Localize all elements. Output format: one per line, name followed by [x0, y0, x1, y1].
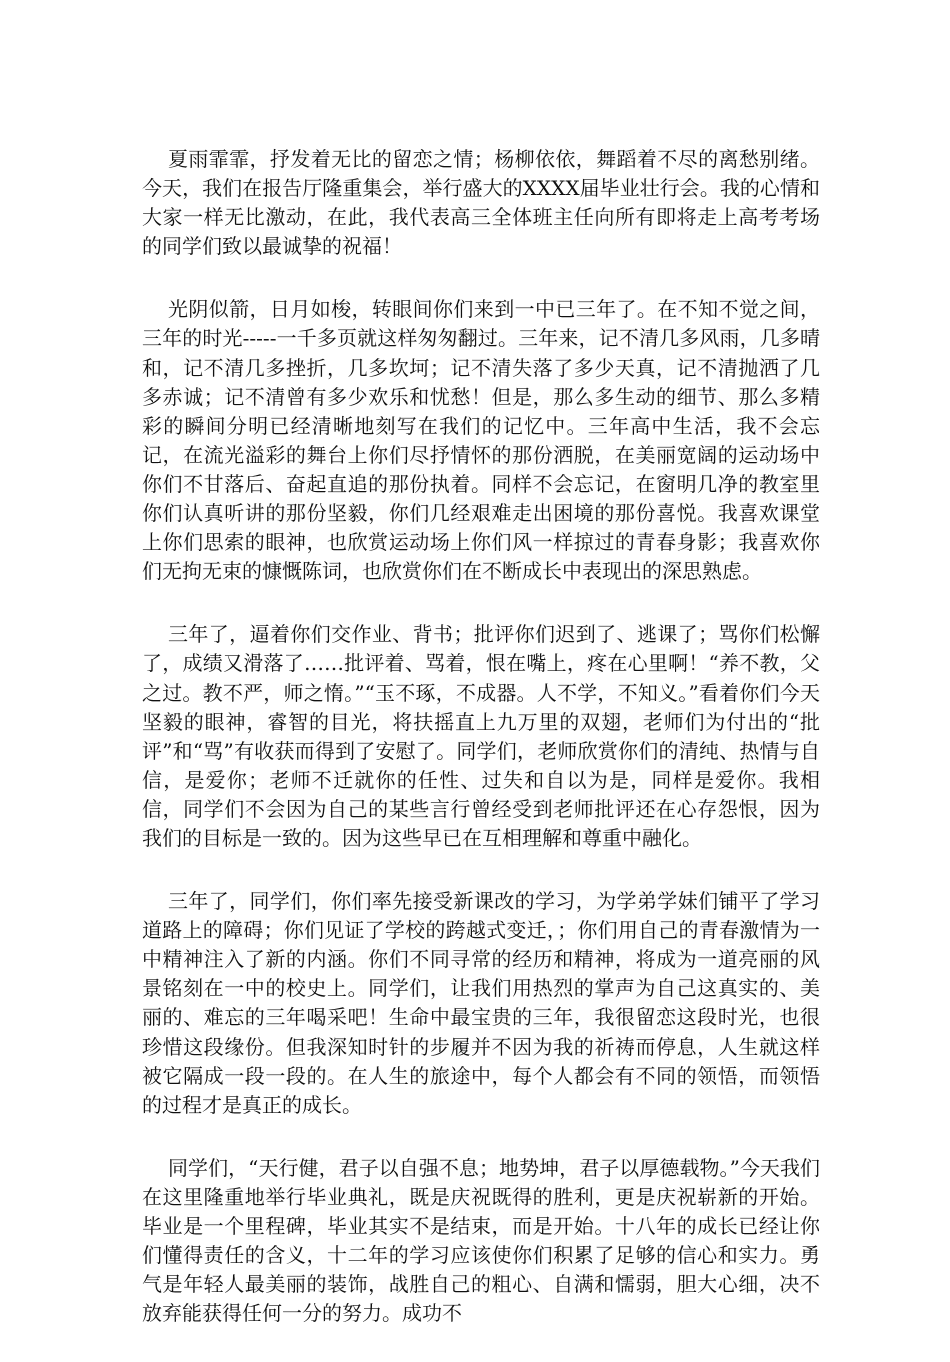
paragraph-1: 夏雨霏霏，抒发着无比的留恋之情；杨柳依依，舞蹈着不尽的离愁别绪。今天，我们在报告厅隆重集会，举行盛大的XXXX届毕业壮行会。我的心情和大家一样无比激动，在此，我代表高三全体班主任向所有即将走上高考考场的同学们致以最诚挚的祝福！ — [142, 147, 820, 259]
document-body — [142, 145, 820, 1362]
paragraph-5: 同学们，“天行健，君子以自强不息；地势坤，君子以厚德载物。”今天我们在这里隆重地举行毕业典礼，既是庆祝既得的胜利，更是庆祝崭新的开始。毕业是一个里程碑，毕业其实不是结束，而是开始。十八年的成长已经让你们懂得责任的含义，十二年的学习应该使你们积累了足够的信心和实力。勇气是年轻人最美丽的装饰，战胜自己的粗心、自满和懦弱，胆大心细，决不放弃能获得任何一分的努力。成功不 — [142, 1155, 820, 1326]
paragraph-3: 三年了，逼着你们交作业、背书；批评你们迟到了、逃课了；骂你们松懈了，成绩又滑落了……批评着、骂着，恨在嘴上，疼在心里啊！“养不教，父之过。教不严，师之惰。”“玉不琢，不成器。人不学，不知义。”看着你们今天坚毅的眼神，睿智的目光，将扶摇直上九万里的双翅，老师们为付出的“批评”和“骂”有收获而得到了安慰了。同学们，老师欣赏你们的清纯、热情与自信，是爱你；老师不迁就你的任性、过失和自以为是，同样是爱你。我相信，同学们不会因为自己的某些言行曾经受到老师批评还在心存怨恨，因为我们的目标是一致的。因为这些早已在互相理解和尊重中融化。 — [142, 622, 820, 850]
paragraph-2: 光阴似箭，日月如梭，转眼间你们来到一中已三年了。在不知不觉之间，三年的时光-----一千多页就这样匆匆翻过。三年来，记不清几多风雨，几多晴和，记不清几多挫折，几多坎坷；记不清失落了多少天真，记不清抛洒了几多赤诚；记不清曾有多少欢乐和忧愁！但是，那么多生动的细节、那么多精彩的瞬间分明已经清晰地刻写在我们的记忆中。三年高中生活，我不会忘记，在流光溢彩的舞台上你们尽抒情怀的那份洒脱，在美丽宽阔的运动场中你们不甘落后、奋起直追的那份执着。同样不会忘记，在窗明几净的教室里你们认真听讲的那份坚毅，你们几经艰难走出困境的那份喜悦。我喜欢课堂上你们思索的眼神，也欣赏运动场上你们风一样掠过的青春身影；我喜欢你们无拘无束的慷慨陈词，也欣赏你们在不断成长中表现出的深思熟虑。 — [142, 297, 820, 584]
paragraph-4: 三年了，同学们，你们率先接受新课改的学习，为学弟学妹们铺平了学习道路上的障碍；你们见证了学校的跨越式变迁，；你们用自己的青春激情为一中精神注入了新的内涵。你们不同寻常的经历和精神，将成为一道亮丽的风景铭刻在一中的校史上。同学们，让我们用热烈的掌声为自己这真实的、美丽的、难忘的三年喝采吧！生命中最宝贵的三年，我很留恋这段时光，也很珍惜这段缘份。但我深知时针的步履并不因为我的祈祷而停息，人生就这样被它隔成一段一段的。在人生的旅途中，每个人都会有不同的领悟，而领悟的过程才是真正的成长。 — [142, 889, 820, 1117]
